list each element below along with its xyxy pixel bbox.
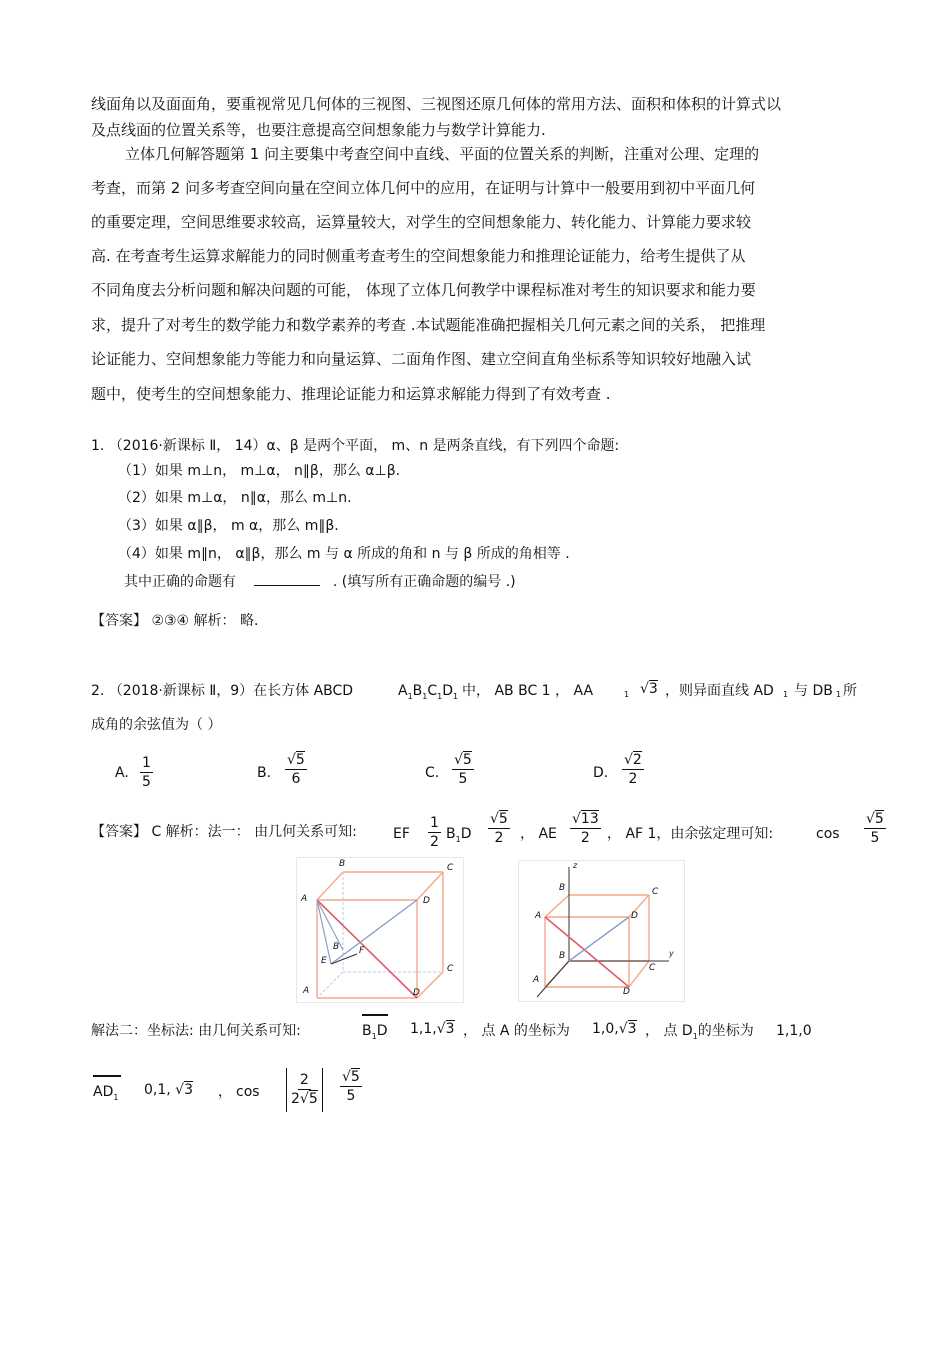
radicand: 3 — [445, 1021, 455, 1037]
radicand: 5 — [874, 811, 884, 827]
radicand: 5 — [295, 752, 305, 768]
cos-result — [340, 1068, 362, 1105]
q1-ask-pre: 其中正确的命题有 — [124, 574, 236, 590]
ae-label: ， AE — [520, 826, 557, 842]
para-line: 论证能力、空间想象能力等能力和向量运算、二面角作图、建立空间直角坐标系等知识较好地融入试 — [91, 350, 752, 368]
q1-stem: 1. （2016·新课标 Ⅱ， 14）α、β 是两个平面， m、n 是两条直线，有下列四个命题: — [91, 438, 620, 454]
radicand: 2 — [632, 752, 642, 768]
q2-stem-e: ，则异面直线 AD — [665, 683, 774, 699]
intro-line-2: 及点线面的位置关系等，也要注意提高空间想象能力与数学计算能力. — [91, 121, 546, 139]
coefficient: 2 — [291, 1091, 300, 1107]
subscript: 1 — [624, 690, 630, 699]
denominator: 5 — [458, 771, 468, 787]
radicand: 3 — [627, 1021, 637, 1037]
point-d: D — [460, 826, 472, 842]
vector-arrow — [93, 1075, 121, 1077]
label-b: B — [339, 859, 346, 869]
point-d: D — [376, 1023, 388, 1039]
denominator: 2 — [580, 830, 590, 846]
numerator: √5 — [490, 811, 508, 827]
numerator: √5 — [454, 752, 472, 768]
vector-name: AD — [93, 1084, 114, 1100]
denominator: 5 — [870, 830, 880, 846]
radicand: 5 — [350, 1069, 360, 1085]
denominator: 2 — [430, 834, 439, 850]
para-line: 立体几何解答题第 1 问主要集中考查空间中直线、平面的位置关系的判断，注重对公理、定理的 — [125, 145, 760, 163]
denominator: 2 — [494, 830, 504, 846]
label-b: B — [559, 883, 566, 893]
point-a-text: ， 点 A 的坐标为 — [463, 1023, 570, 1039]
label-c: C — [652, 887, 659, 897]
denominator: 2 — [628, 771, 638, 787]
numerator: √13 — [572, 811, 599, 827]
cos-fraction — [289, 1071, 320, 1108]
option-c-value — [452, 751, 474, 788]
abs-bar-left — [286, 1068, 287, 1112]
half-fraction — [428, 814, 441, 851]
para-line: 求，提升了对考生的数学能力和数学素养的考查 .本试题能准确把握相关几何元素之间的关系， 把推理 — [91, 316, 766, 334]
label-a: A — [535, 911, 542, 921]
numerator: √5 — [342, 1069, 360, 1085]
radicand: 5 — [498, 811, 508, 827]
subscript: 1 — [453, 691, 459, 701]
para-line: 的重要定理，空间思维要求较高，运算量较大，对学生的空间想象能力、转化能力、计算能力要求较 — [91, 213, 752, 231]
vector-ad1-value: 0,1, √3 — [144, 1082, 194, 1098]
point-d1-coords: 1,1,0 — [776, 1023, 812, 1039]
cos-value — [864, 810, 886, 847]
point-d1-text — [645, 1021, 754, 1047]
denominator: 2√5 — [291, 1091, 318, 1107]
q1-item-3: （3）如果 α∥β， m α，那么 m∥β. — [118, 518, 339, 534]
axis-z-label: z — [573, 861, 578, 870]
coords: 1,0, — [592, 1021, 619, 1037]
vector-arrow — [362, 1014, 388, 1016]
cos-label: cos — [816, 826, 840, 842]
numerator: √5 — [866, 811, 884, 827]
label-b1: B — [559, 951, 566, 961]
q2-stem-f: 与 DB — [794, 683, 833, 699]
radicand: 5 — [462, 752, 472, 768]
subscript: 1 — [437, 691, 443, 701]
label-c1: C — [649, 963, 656, 973]
vertex-d1: D — [442, 683, 454, 699]
cuboid-figure-1 — [296, 857, 464, 1003]
q2-stem-a: 2. （2018·新课标 Ⅱ，9）在长方体 ABCD — [91, 683, 354, 699]
coords: 1,1, — [410, 1021, 437, 1037]
vertex-b1: B — [412, 683, 423, 699]
option-a-value — [140, 754, 153, 791]
subscript: 1 — [407, 691, 413, 701]
vector-ad1 — [93, 1082, 118, 1108]
subscript: 1 — [371, 1031, 377, 1041]
label-c1: C — [447, 964, 454, 974]
label-d1: D — [623, 987, 630, 997]
q2-stem-c: 中， AB BC 1 ， AA — [462, 683, 594, 699]
subscript: 1 — [783, 690, 789, 699]
subscript: 1 — [836, 690, 842, 699]
option-a-label: A. — [115, 765, 129, 781]
ae-value — [570, 810, 601, 847]
option-b-value — [285, 751, 307, 788]
label-d1: D — [413, 988, 420, 998]
separator: ， — [218, 1084, 232, 1100]
para-line: 不同角度去分析问题和解决问题的可能， 体现了立体几何教学中课程标准对考生的知识要求和能力要 — [91, 281, 756, 299]
sqrt-3: √3 — [640, 681, 658, 697]
segment-b1d — [446, 824, 471, 850]
coords: 0,1, — [144, 1082, 171, 1098]
label-d: D — [631, 911, 638, 921]
denominator: 6 — [291, 771, 301, 787]
label-a1: A — [533, 975, 540, 985]
radicand: 3 — [184, 1082, 194, 1098]
radicand: 13 — [580, 811, 599, 827]
q1-ask-post: . (填写所有正确命题的编号 .) — [332, 574, 516, 590]
af-text: ， AF 1，由余弦定理可知: — [607, 826, 774, 842]
label-a1: A — [303, 986, 310, 996]
cos-label: cos — [236, 1084, 260, 1100]
q1-ask — [124, 571, 516, 592]
subscript: 1 — [455, 834, 461, 844]
ef-label: EF — [393, 826, 410, 842]
para-line: 考查，而第 2 问多考查空间向量在空间立体几何中的应用，在证明与计算中一般要用到初中平面几何 — [91, 179, 756, 197]
q2-stem-g: 所 — [843, 683, 857, 699]
option-d-value — [622, 751, 644, 788]
point-b: B — [446, 826, 456, 842]
subscript: 1 — [113, 1092, 119, 1102]
numerator: 1 — [430, 815, 439, 831]
answer-blank — [254, 571, 320, 586]
label-e: E — [321, 956, 327, 966]
q1-item-2: （2）如果 m⊥α， n∥α，那么 m⊥n. — [118, 490, 352, 506]
text: ， 点 D — [645, 1023, 693, 1039]
option-b-label: B. — [257, 765, 272, 781]
option-c-label: C. — [425, 765, 440, 781]
vector-b1d-value: 1,1,√3 — [410, 1021, 455, 1037]
subscript: 1 — [422, 691, 428, 701]
abs-bar-right — [322, 1068, 323, 1112]
method2-label: 解法二：坐标法: 由几何关系可知: — [91, 1023, 301, 1039]
ef-value — [488, 810, 510, 847]
point-b: B — [362, 1023, 372, 1039]
q1-item-1: （1）如果 m⊥n， m⊥α， n∥β，那么 α⊥β. — [118, 463, 401, 479]
vector-b1d — [362, 1021, 387, 1047]
intro-line-1: 线面角以及面面角，要重视常见几何体的三视图、三视图还原几何体的常用方法、面积和体积的计算式以 — [91, 95, 782, 113]
numerator: 1 — [142, 755, 151, 771]
q2-stem-l2: 成角的余弦值为（ ） — [91, 717, 222, 733]
denominator: 5 — [346, 1088, 356, 1104]
option-d-label: D. — [593, 765, 609, 781]
numerator: √5 — [287, 752, 305, 768]
label-f: F — [359, 946, 365, 956]
subscript: 1 — [692, 1031, 698, 1041]
cuboid-coordinate-figure — [518, 860, 685, 1002]
radicand: 5 — [308, 1091, 318, 1107]
q2-answer-prefix: 【答案】 C 解析：法一： 由几何关系可知: — [91, 824, 357, 840]
label-c: C — [447, 863, 454, 873]
denominator: 5 — [142, 774, 151, 790]
numerator: √2 — [624, 752, 642, 768]
vertex-a1: A — [398, 683, 408, 699]
label-d: D — [423, 896, 430, 906]
q1-item-4: （4）如果 m∥n， α∥β，那么 m 与 α 所成的角和 n 与 β 所成的角相等 . — [118, 546, 570, 562]
label-a: A — [301, 894, 308, 904]
q1-answer: 【答案】 ②③④ 解析： 略. — [91, 613, 259, 629]
radicand: 3 — [648, 681, 658, 697]
vertex-c1: C — [427, 683, 438, 699]
para-line: 高. 在考查考生运算求解能力的同时侧重考查考生的空间想象能力和推理论证能力，给考生提供了从 — [91, 247, 746, 265]
label-b1: B — [333, 942, 340, 952]
axis-y-label: y — [669, 949, 674, 958]
numerator: 2 — [299, 1072, 309, 1088]
point-a-coords: 1,0,√3 — [592, 1021, 637, 1037]
para-line: 题中，使考生的空间想象能力、推理论证能力和运算求解能力得到了有效考查 . — [91, 385, 611, 403]
text: 的坐标为 — [697, 1023, 754, 1039]
q2-solid-name — [398, 681, 458, 707]
